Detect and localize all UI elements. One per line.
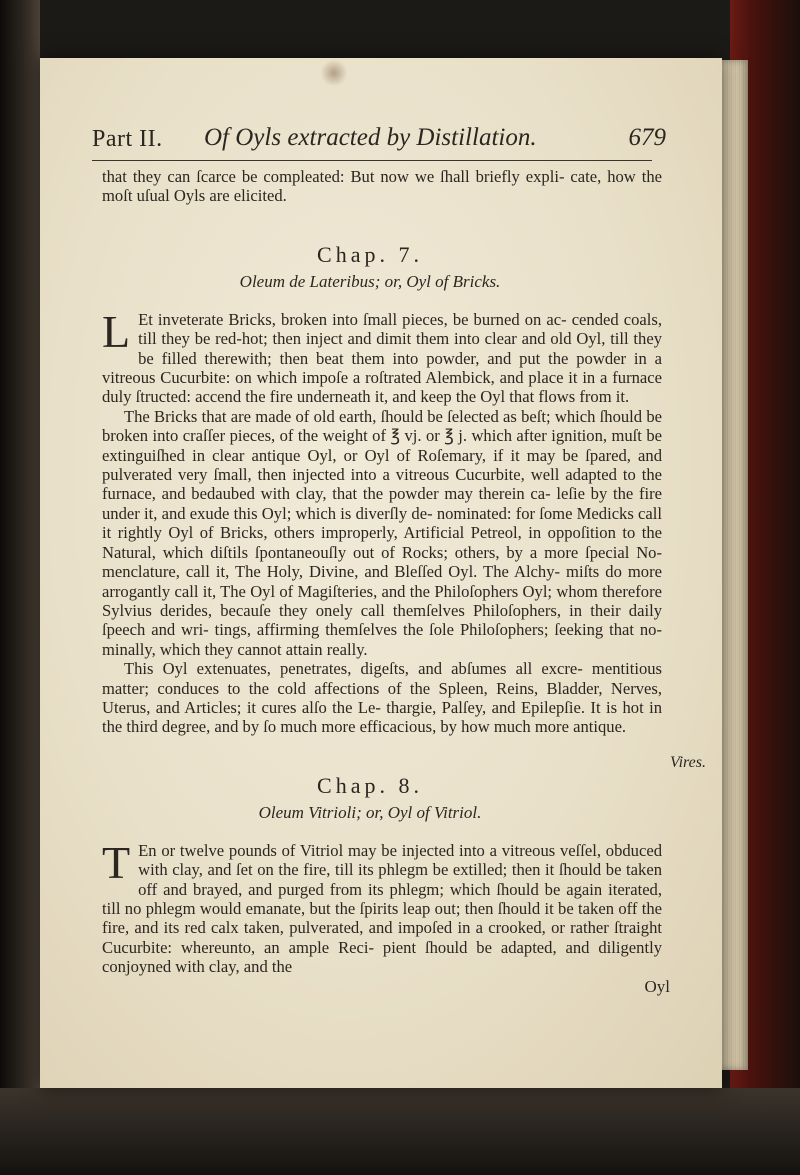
bottom-shadow: [0, 1088, 800, 1175]
paragraph-text: En or twelve pounds of Vitriol may be injected into a vitreous veſſel, obduced with clay, and ſet on the fire, till its phlegm be extilled; then it ſhould be taken off and brayed, and purged from its phlegm; which ſhould be again iterated, till no phlegm would emanate, but the ſpirits leap out; then ſhould it be taken off the fire, and its red calx taken, pulverated, and impoſed in a crooked, or rather ſtraight Cucurbite: whereunto, an ample Reci- pient ſhould be adapted, and diligently conjoyned with clay, and the: [102, 840, 662, 977]
running-title: Of Oyls extracted by Distillation.: [204, 124, 537, 151]
page-stain: [320, 60, 348, 86]
chapter-8-heading: Chap. 8.: [317, 772, 423, 798]
margin-note: Vires.: [670, 754, 706, 771]
catchword: Oyl: [644, 976, 670, 996]
drop-cap: T: [102, 836, 131, 888]
book-page: [40, 58, 722, 1088]
page-content: [92, 124, 670, 997]
running-head: [92, 124, 666, 161]
chapter-7-paragraph-1: [102, 305, 662, 407]
chapter-7-paragraph-2: The Bricks that are made of old earth, ſhould be ſelected as beſt; which ſhould be broken into craſſer pieces, of the weight of ℥ vj. or ℥ j. which after ignition, muſt be extinguiſhed in clear antique Oyl, or Oyl of Roſemary, if it may be ſpared, and pulverated very ſmall, then injected into a vitreous Cucurbite, well adapted to the furnace, and bedaubed with clay, that the powder may therein ca- leſie by the fire under it, and exude this Oyl; which is diverſly de- nominated: for ſome Medicks call it rightly Oyl of Bricks, others improperly, Artificial Petreol, in oppoſition to the Natural, which diſtils ſpontaneouſly out of Rocks; others, by a more ſpecial No- menclature, call it, The Holy, Divine, and Bleſſed Oyl. The Alchy- miſts do more arrogantly call it, The Oyl of Magiſteries, and the Philoſophers Oyl; whom therefore Sylvius derides, becauſe they onely call themſelves Philoſophers, in their daily ſpeech and wri- tings, affirming themſelves the ſole Philoſophers; ſeeking that no- minally, which they cannot attain really.: [102, 406, 662, 659]
intro-paragraph: that they can ſcarce be compleated: But now we ſhall briefly expli- cate, how the moſt uſual Oyls are elicited.: [102, 167, 662, 206]
paragraph-text: Et inveterate Bricks, broken into ſmall pieces, be burned on ac- cended coals, till they be red-hot; then inject and dimit them into clear and old Oyl, till they be filled therewith; then beat them into powder, and put the powder in a vitreous Cucurbite: on which impoſe a roſtrated Alembick, and place it in a furnace duly ſtructed: accend the fire underneath it, and keep the Oyl that flows from it.: [102, 309, 662, 407]
page-edges: [722, 60, 748, 1070]
part-label: Part II.: [92, 126, 163, 152]
chapter-7-paragraph-3: This Oyl extenuates, penetrates, digeſts, and abſumes all excre- mentitious matter; conduces to the cold affections of the Spleen, Reins, Bladder, Nerves, Uterus, and Articles; it cures alſo the Le- thargie, Palſey, and Epilepſie. It is hot in the third degree, and by ſo much more efficacious, by how much more antique.: [102, 659, 662, 737]
page-number: 679: [628, 124, 666, 151]
book-gutter: [0, 0, 40, 1175]
chapter-7-subtitle: Oleum de Lateribus; or, Oyl of Bricks.: [239, 271, 501, 291]
chapter-7-heading: Chap. 7.: [317, 241, 423, 267]
chapter-8-subtitle: Oleum Vitrioli; or, Oyl of Vitriol.: [258, 802, 482, 822]
chapter-8-paragraph-1: [102, 836, 662, 977]
drop-cap: L: [102, 305, 131, 357]
